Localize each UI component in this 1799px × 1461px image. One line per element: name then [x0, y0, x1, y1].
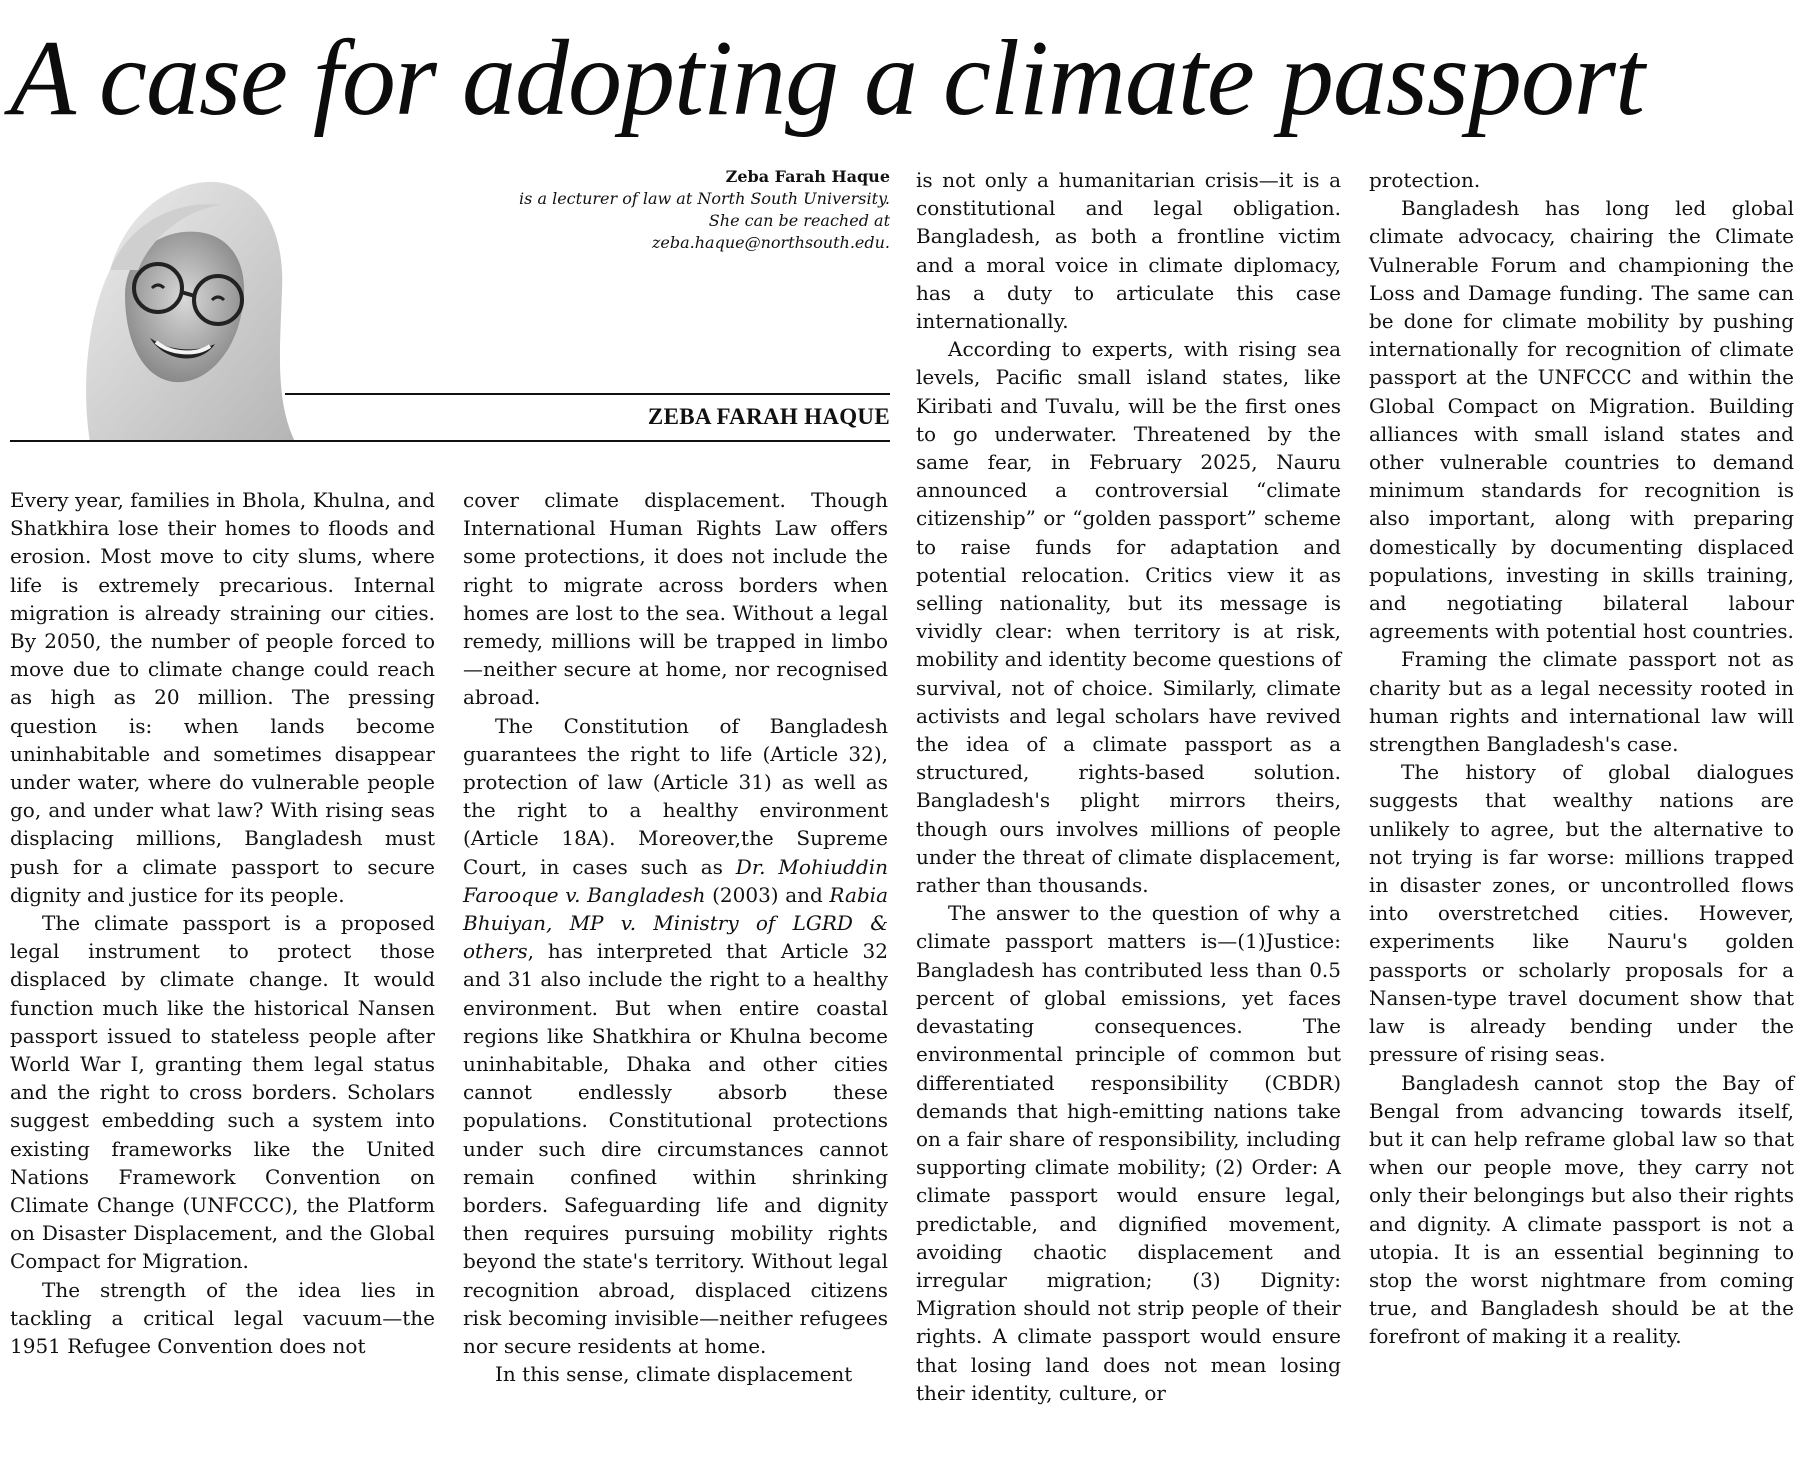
- paragraph: Framing the climate passport not as charity but as a legal necessity rooted in human rights and international law will strengthen Bangladesh's case.: [1369, 647, 1794, 757]
- author-bio-line1: is a lecturer of law at North South University.: [519, 189, 890, 208]
- article-column-1: [10, 486, 435, 1360]
- case-citation: Rabia Bhuiyan, MP v. Ministry of LGRD & others: [463, 882, 888, 964]
- paragraph: [463, 712, 888, 1361]
- paragraph: protection.: [1369, 168, 1481, 192]
- author-email[interactable]: zeba.haque@northsouth.edu.: [651, 233, 890, 252]
- paragraph: The climate passport is a proposed legal instrument to protect those displaced by climate change. It would function much like the historical Nansen passport issued to stateless people after World War I, granting them legal status and the right to cross borders. Scholars suggest embedding such a system into existing frameworks like the United Nations Framework Convention on Climate Change (UNFCCC), the Platform on Disaster Displacement, and the Global Compact for Migration.: [10, 911, 435, 1274]
- text-run: , has interpreted that Article 32 and 31 also include the right to a healthy environment. But when entire coastal regions like Shatkhira or Khulna become uninhabitable, Dhaka and other cities cannot endlessly absorb these populations. Constitutional protections under such dire circumstances cannot remain confined within shrinking borders. Safeguarding life and dignity then requires pursuing mobility rights beyond the state's territory. Without legal recognition abroad, displaced citizens risk becoming invisible—neither refugees nor secure residents at home.: [463, 939, 888, 1359]
- paragraph: cover climate displacement. Though International Human Rights Law offers some protections, it does not include the right to migrate across borders when homes are lost to the sea. Without a legal remedy, millions will be trapped in limbo—neither secure at home, nor recognised abroad.: [463, 488, 888, 710]
- text-run: (2003) and: [705, 882, 830, 907]
- paragraph: The history of global dialogues suggests that wealthy nations are unlikely to agree, but the alternative to not trying is far worse: millions trapped in disaster zones, or uncontrolled flows into overstretched cities. However, experiments like Nauru's golden passports or scholarly proposals for a Nansen-type travel document show that law is already bending under the pressure of rising seas.: [1369, 760, 1794, 1067]
- byline-bottom-rule: [10, 440, 890, 442]
- paragraph: The answer to the question of why a climate passport matters is—(1)Justice: Bangladesh has contributed less than 0.5 percent of global emissions, yet faces devastating consequences. The environmental principle of common but differentiated responsibility (CBDR) demands that high-emitting nations take on a fair share of responsibility, including supporting climate mobility; (2) Order: A climate passport would ensure legal, predictable, and dignified movement, avoiding chaotic displacement and irregular migration; (3) Dignity: Migration should not strip people of their rights. A climate passport would ensure that losing land does not mean losing their identity, culture, or: [916, 901, 1341, 1405]
- byline: ZEBA FARAH HAQUE: [647, 404, 890, 429]
- article-column-2: [463, 486, 888, 1389]
- article-column-4: [1369, 166, 1794, 1351]
- text-run: The Constitution of Bangladesh guarantees the right to life (Article 32), protection of law (Article 31) as well as the right to a healthy environment (Article 18A). Moreover,the Supreme Court, in cases such as: [463, 713, 888, 879]
- paragraph: In this sense, climate displacement: [495, 1362, 853, 1387]
- paragraph: Every year, families in Bhola, Khulna, and Shatkhira lose their homes to floods and erosion. Most move to city slums, where life is extremely precarious. Internal migration is already straining our cities. By 2050, the number of people forced to move due to climate change could reach as high as 20 million. The pressing question is: when lands become uninhabitable and sometimes disappear under water, where do vulnerable people go, and under what law? With rising seas displacing millions, Bangladesh must push for a climate passport to secure dignity and justice for its people.: [10, 488, 435, 907]
- paragraph: Bangladesh cannot stop the Bay of Bengal from advancing towards itself, but it can help reframe global law so that when our people move, they carry not only their belongings but also their rights and dignity. A climate passport is not a utopia. It is an essential beginning to stop the worst nightmare from coming true, and Bangladesh should be at the forefront of making it a reality.: [1369, 1070, 1794, 1349]
- paragraph: According to experts, with rising sea levels, Pacific small island states, like Kiribati and Tuvalu, will be the first ones to go underwater. Threatened by the same fear, in February 2025, Nauru announced a controversial “climate citizenship” or “golden passport” scheme to raise funds for adaptation and potential relocation. Critics view it as selling nationality, but its message is vividly clear: when territory is at risk, mobility and identity become questions of survival, not of choice. Similarly, climate activists and legal scholars have revived the idea of a climate passport as a structured, rights-based solution. Bangladesh's plight mirrors theirs, though ours involves millions of people under the threat of climate displacement, rather than thousands.: [916, 337, 1341, 898]
- author-portrait: [70, 160, 300, 442]
- author-bio-line2: She can be reached at: [708, 211, 890, 230]
- paragraph: is not only a humanitarian crisis—it is a constitutional and legal obligation. Bangladesh, as both a frontline victim and a moral voice in climate diplomacy, has a duty to articulate this case internationally.: [916, 168, 1341, 334]
- article-column-3: [916, 166, 1341, 1407]
- case-citation: Dr. Mohiuddin Farooque v. Bangladesh: [463, 854, 888, 907]
- paragraph: Bangladesh has long led global climate advocacy, chairing the Climate Vulnerable Forum and championing the Loss and Damage funding. The same can be done for climate mobility by pushing internationally for recognition of climate passport at the UNFCCC and within the Global Compact on Migration. Building alliances with small island states and other vulnerable countries to demand minimum standards for recognition is also important, along with preparing domestically by documenting displaced populations, investing in skills training, and negotiating bilateral labour agreements with potential host countries.: [1369, 196, 1794, 644]
- author-name: Zeba Farah Haque: [725, 167, 890, 186]
- headline: A case for adopting a climate passport: [10, 19, 1644, 138]
- paragraph: The strength of the idea lies in tackling a critical legal vacuum—the 1951 Refugee Convention does not: [10, 1277, 435, 1359]
- author-info: [420, 166, 890, 254]
- byline-top-rule: [285, 393, 890, 395]
